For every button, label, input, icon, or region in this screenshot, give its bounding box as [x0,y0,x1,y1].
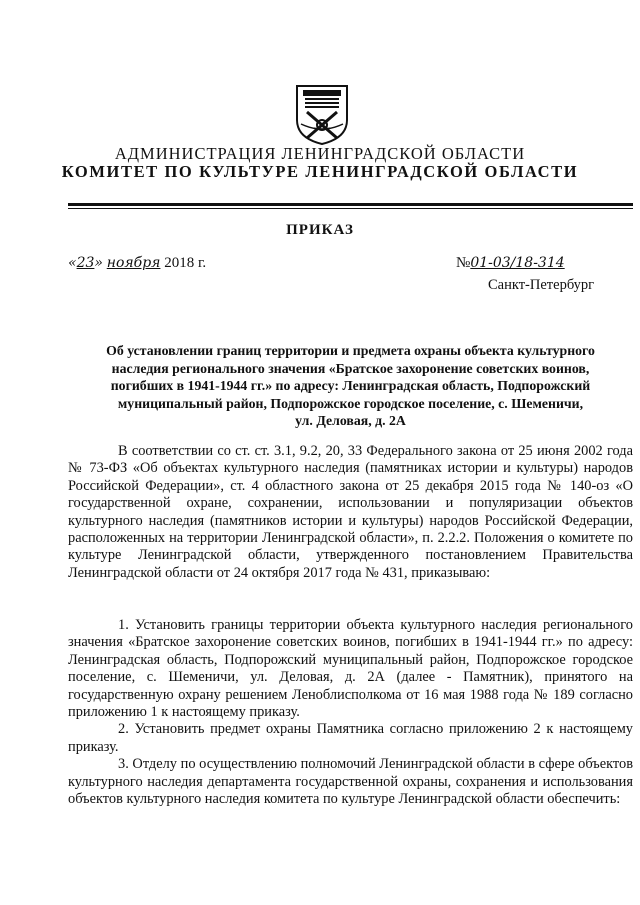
header-divider-thin [68,208,633,209]
organization-name: АДМИНИСТРАЦИЯ ЛЕНИНГРАДСКОЙ ОБЛАСТИ [114,144,526,163]
header-divider [68,203,633,206]
order-item-3: 3. Отделу по осуществлению полномочий Ленинградской области в сфере объектов культурного наследия департамента государственной охраны, сохранения и использования объектов культурного наследия комитета по культуре Ленинградской области обеспечить: [68,756,633,808]
document-title: ПРИКАЗ [286,222,354,238]
order-item-2: 2. Установить предмет охраны Памятника согласно приложению 2 к настоящему приказу. [68,721,633,755]
subject-line: наследия регионального значения «Братское захоронение советских воинов, [111,360,590,376]
document-date [68,255,206,272]
order-items [68,617,633,808]
committee-name: КОМИТЕТ ПО КУЛЬТУРЕ ЛЕНИНГРАДСКОЙ ОБЛАСТИ [61,162,579,181]
subject-line: Об установлении границ территории и предмета охраны объекта культурного [106,343,595,358]
number-value: 01-03/18-314 [470,255,565,271]
order-item-1: 1. Установить границы территории объекта культурного наследия регионального значения «Братское захоронение советских воинов, погибших в 1941-1944 гг.» по адресу: Ленинградская область, Подпорожский муниципальный район, Подпорожское городское поселение, с. Шеменичи, ул. Деловая, д. 2А (далее - Памятник), принятого на государственную охрану решением Леноблисполкома от 16 мая 1988 года № 189 согласно приложению 1 к настоящему приказу. [68,617,633,721]
number-prefix: № [456,255,471,271]
leningrad-oblast-coat-of-arms-icon [295,84,349,146]
document-number [456,255,565,272]
date-month: ноября [106,255,161,271]
date-day: 23 [76,255,95,271]
subject-line: погибших в 1941-1944 гг.» по адресу: Ленинградская область, Подпорожский [110,378,591,394]
subject-line: ул. Деловая, д. 2А [295,413,406,429]
document-city: Санкт-Петербург [488,277,595,293]
date-year: 2018 г. [164,255,207,271]
document-subject [68,342,633,430]
subject-line: муниципальный район, Подпорожское городское поселение, с. Шеменичи, [117,395,584,411]
date-open-quote: « [68,255,77,271]
date-close-quote: » [94,255,103,271]
preamble-paragraph [68,443,633,582]
preamble-text: В соответствии со ст. ст. 3.1, 9.2, 20, 33 Федерального закона от 25 июня 2002 года № 73-ФЗ «Об объектах культурного наследия (памятниках истории и культуры) народов Российской Федерации», ст. 4 областного закона от 25 декабря 2015 года № 140-оз «О государственной охране, сохранении, использовании и популяризации объектов культурного наследия (памятников истории и культуры) народов Российской Федерации, расположенных на территории Ленинградской области», п. 2.2.2. Положения о комитете по культуре Ленинградской области, утвержденного постановлением Правительства Ленинградской области от 24 октября 2017 года № 431, приказываю: [68,443,633,581]
